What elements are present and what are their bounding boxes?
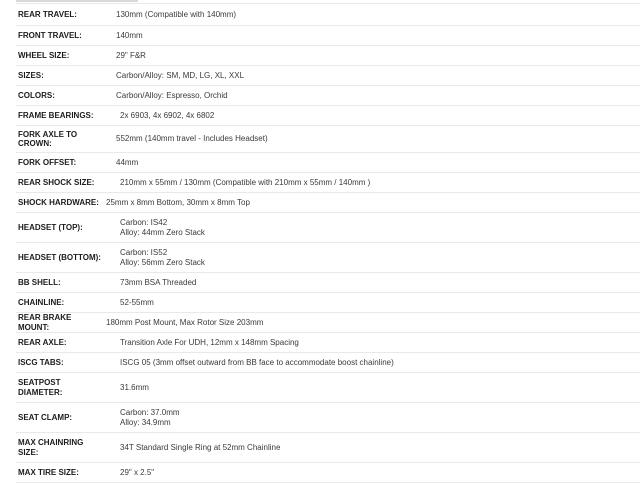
top-divider xyxy=(0,0,640,3)
spec-row-bb-shell xyxy=(16,273,640,293)
spec-table xyxy=(16,3,640,483)
spec-label: REAR AXLE: xyxy=(18,337,67,347)
spec-label: HEADSET (BOTTOM): xyxy=(18,252,101,262)
spec-label: REAR TRAVEL: xyxy=(18,9,77,19)
spec-row-fork-offset xyxy=(16,153,640,173)
spec-label: FRAME BEARINGS: xyxy=(18,110,94,120)
spec-label: COLORS: xyxy=(18,90,55,100)
spec-value: 34T Standard Single Ring at 52mm Chainline xyxy=(120,442,281,452)
spec-value: 52-55mm xyxy=(120,297,154,307)
spec-row-chainline xyxy=(16,293,640,313)
spec-label: SEATPOST DIAMETER: xyxy=(18,378,63,397)
spec-value: 44mm xyxy=(116,157,139,167)
spec-row-wheel-size xyxy=(16,46,640,66)
spec-value: 25mm x 8mm Bottom, 30mm x 8mm Top xyxy=(106,197,250,207)
spec-label: FORK AXLE TO CROWN: xyxy=(18,129,78,148)
spec-label: REAR BRAKE MOUNT: xyxy=(18,313,72,332)
spec-label: WHEEL SIZE: xyxy=(18,50,70,60)
spec-row-colors xyxy=(16,86,640,106)
spec-row-max-tire-size xyxy=(16,463,640,483)
spec-label: SHOCK HARDWARE: xyxy=(18,197,99,207)
spec-row-fork-axle-to-crown xyxy=(16,126,640,153)
spec-label: REAR SHOCK SIZE: xyxy=(18,177,95,187)
spec-row-rear-brake-mount xyxy=(16,313,640,333)
spec-value: 140mm xyxy=(116,30,143,40)
spec-row-rear-axle xyxy=(16,333,640,353)
spec-value: 130mm (Compatible with 140mm) xyxy=(116,9,237,19)
spec-row-sizes xyxy=(16,66,640,86)
spec-row-max-chainring-size xyxy=(16,433,640,463)
spec-row-rear-travel xyxy=(16,3,640,26)
spec-value: 29" F&R xyxy=(116,50,146,60)
spec-row-front-travel xyxy=(16,26,640,46)
spec-value: 31.6mm xyxy=(120,382,149,392)
spec-row-iscg-tabs xyxy=(16,353,640,373)
spec-row-shock-hardware xyxy=(16,193,640,213)
spec-row-headset-top xyxy=(16,213,640,243)
spec-value: 180mm Post Mount, Max Rotor Size 203mm xyxy=(106,317,264,327)
spec-value: Carbon: IS52 Alloy: 56mm Zero Stack xyxy=(120,247,205,267)
spec-label: ISCG TABS: xyxy=(18,357,64,367)
spec-label: SEAT CLAMP: xyxy=(18,412,73,422)
spec-label: MAX CHAINRING SIZE: xyxy=(18,438,84,457)
spec-label: FRONT TRAVEL: xyxy=(18,30,82,40)
spec-value: Carbon: 37.0mm Alloy: 34.9mm xyxy=(120,407,180,427)
spec-row-frame-bearings xyxy=(16,106,640,126)
spec-label: MAX TIRE SIZE: xyxy=(18,467,79,477)
spec-value: Transition Axle For UDH, 12mm x 148mm Spacing xyxy=(120,337,299,347)
spec-value: 2x 6903, 4x 6902, 4x 6802 xyxy=(120,110,215,120)
spec-row-seat-clamp xyxy=(16,403,640,433)
spec-row-seatpost-diameter xyxy=(16,373,640,403)
spec-value: Carbon/Alloy: SM, MD, LG, XL, XXL xyxy=(116,70,245,80)
spec-label: SIZES: xyxy=(18,70,44,80)
spec-value: 73mm BSA Threaded xyxy=(120,277,197,287)
spec-value: Carbon: IS42 Alloy: 44mm Zero Stack xyxy=(120,217,205,237)
spec-label: FORK OFFSET: xyxy=(18,157,77,167)
spec-label: CHAINLINE: xyxy=(18,297,65,307)
spec-label: HEADSET (TOP): xyxy=(18,222,83,232)
spec-value: ISCG 05 (3mm offset outward from BB face to accommodate boost chainline) xyxy=(120,357,394,367)
spec-value: Carbon/Alloy: Espresso, Orchid xyxy=(116,90,228,100)
spec-value: 29" x 2.5" xyxy=(120,467,155,477)
spec-value: 210mm x 55mm / 130mm (Compatible with 210mm x 55mm / 140mm ) xyxy=(120,177,371,187)
spec-value: 552mm (140mm travel - Includes Headset) xyxy=(116,134,268,143)
spec-row-rear-shock-size xyxy=(16,173,640,193)
spec-label: BB SHELL: xyxy=(18,277,61,287)
spec-row-headset-bottom xyxy=(16,243,640,273)
